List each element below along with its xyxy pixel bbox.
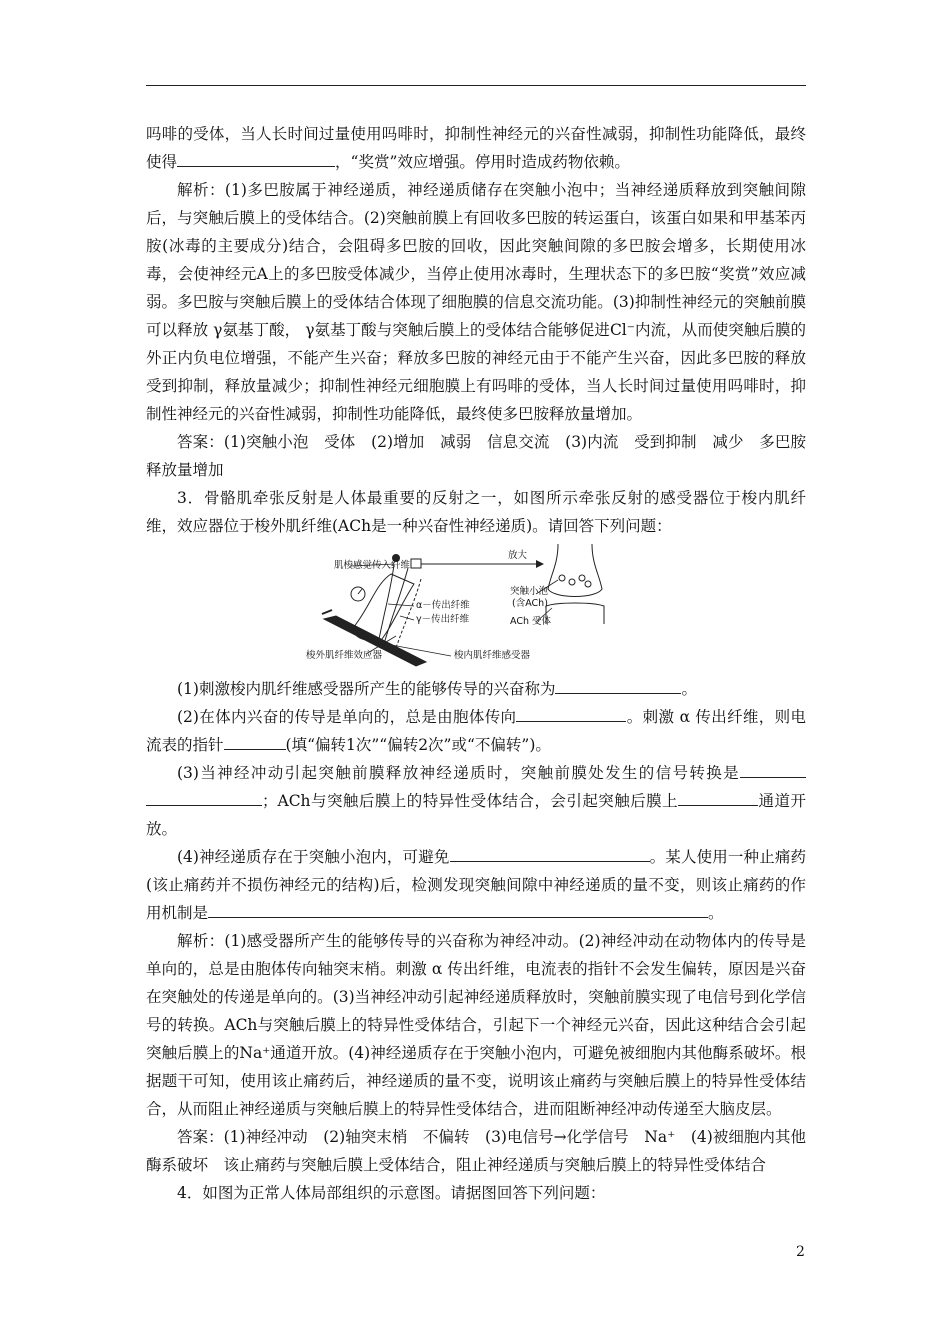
question-3-4 [146,843,806,927]
header-rule [146,85,806,86]
question-3-3 [146,759,806,843]
answer-blank[interactable] [740,761,806,778]
text-run: ；ACh与突触后膜上的特异性受体结合，会引起突触后膜上 [262,792,679,810]
text-run: 。 [681,680,697,698]
question-3-1 [146,675,806,703]
text-run: 通道开放。 [146,792,806,838]
answer-blank[interactable] [224,733,286,750]
answer-blank[interactable] [208,901,708,918]
answer-blank[interactable] [555,677,681,694]
text-run: (填“偏转1次”“偏转2次”或“不偏转”)。 [285,736,551,754]
question-4-stem: 4．如图为正常人体局部组织的示意图。请据图回答下列问题： [177,1184,606,1202]
label-spindle-afferent: 肌梭感觉传入纤维 [334,560,411,571]
page-content [146,120,806,1207]
answer-blank[interactable] [516,705,626,722]
text-run: (1)刺激梭内肌纤维感受器所产生的能够传导的兴奋称为 [177,680,556,698]
text-run: 。某人使用一种止痛药(该止痛药并不损伤神经元的结构)后，检测发现突触间隙中神经递质的量不变，则该止痛药的作用机制是 [146,848,806,922]
stretch-reflex-figure [146,544,806,669]
answer-blank[interactable] [146,789,262,806]
question-3-stem: 3．骨骼肌牵张反射是人体最重要的反射之一，如图所示牵张反射的感受器位于梭内肌纤维，效应器位于梭外肌纤维(ACh是一种兴奋性神经递质)。请回答下列问题： [146,489,806,535]
label-ach-receptor: ACh 受体 [510,616,552,627]
label-magnify: 放大 [508,550,528,561]
label-contains-ach: (含ACh) [512,598,548,609]
label-alpha-efferent: α－传出纤维 [416,600,470,611]
label-vesicle: 突触小泡 [510,586,549,597]
text-run: 吗啡的受体，当人长时间过量使用吗啡时，抑制性神经元的兴奋性减弱，抑制性功能降低，最终使得 [146,125,806,171]
page-number: 2 [796,1244,805,1260]
answer-paragraph: 答案：(1)神经冲动 (2)轴突末梢 不偏转 (3)电信号→化学信号 Na⁺ (4)被细胞内其他酶系破坏 该止痛药与突触后膜上受体结合，阻止神经递质与突触后膜上的特异性受体结合 [146,1128,806,1174]
text-run: (3)当神经冲动引起突触前膜释放神经递质时，突触前膜处发生的信号转换是 [177,764,740,782]
answer-blank[interactable] [678,789,758,806]
text-run: (4)神经递质存在于突触小泡内，可避免 [177,848,450,866]
text-run: 。 [708,904,724,922]
label-extrafusal-effector: 梭外肌纤维效应器 [306,650,383,661]
paragraph-continuation [146,120,806,176]
answer-blank[interactable] [450,845,650,862]
text-run: (2)在体内兴奋的传导是单向的，总是由胞体传向 [177,708,517,726]
label-gamma-efferent: γ－传出纤维 [416,614,470,625]
text-run: 。刺激 α 传出纤维，则电流表的指针 [146,708,806,754]
text-run: ，“奖赏”效应增强。停用时造成药物依赖。 [335,153,630,171]
answer-blank[interactable] [177,150,335,167]
question-3-2 [146,703,806,759]
analysis-paragraph: 解析：(1)多巴胺属于神经递质，神经递质储存在突触小泡中；当神经递质释放到突触间隙后，与突触后膜上的受体结合。(2)突触前膜上有回收多巴胺的转运蛋白，该蛋白如果和甲基苯丙胺(冰毒的主要成分)结合，会阻碍多巴胺的回收，因此突触间隙的多巴胺会增多，长期使用冰毒，会使神经元A上的多巴胺受体减少，当停止使用冰毒时，生理状态下的多巴胺“奖赏”效应减弱。多巴胺与突触后膜上的受体结合体现了细胞膜的信息交流功能。(3)抑制性神经元的突触前膜可以释放 γ氨基丁酸， γ氨基丁酸与突触后膜上的受体结合能够促进Cl⁻内流，从而使突触后膜的外正内负电位增强，不能产生兴奋；释放多巴胺的神经元由于不能产生兴奋，因此多巴胺的释放受到抑制，释放量减少；抑制性神经元细胞膜上有吗啡的受体，当人长时间过量使用吗啡时，抑制性神经元的兴奋性减弱，抑制性功能降低，最终使多巴胺释放量增加。 [146,181,806,423]
answer-paragraph: 答案：(1)突触小泡 受体 (2)增加 减弱 信息交流 (3)内流 受到抑制 减少 多巴胺释放量增加 [146,433,806,479]
label-intrafusal-receptor: 梭内肌纤维感受器 [454,650,531,661]
analysis-paragraph: 解析：(1)感受器所产生的能够传导的兴奋称为神经冲动。(2)神经冲动在动物体内的传导是单向的，总是由胞体传向轴突末梢。刺激 α 传出纤维，电流表的指针不会发生偏转，原因是兴奋在突触处的传递是单向的。(3)当神经冲动引起神经递质释放时，突触前膜实现了电信号到化学信号的转换。ACh与突触后膜上的特异性受体结合，引起下一个神经元兴奋，因此这种结合会引起突触后膜上的Na⁺通道开放。(4)神经递质存在于突触小泡内，可避免被细胞内其他酶系破坏。根据题干可知，使用该止痛药后，神经递质的量不变，说明该止痛药与突触后膜上的特异性受体结合，从而阻止神经递质与突触后膜上的特异性受体结合，进而阻断神经冲动传递至大脑皮层。 [146,932,806,1118]
